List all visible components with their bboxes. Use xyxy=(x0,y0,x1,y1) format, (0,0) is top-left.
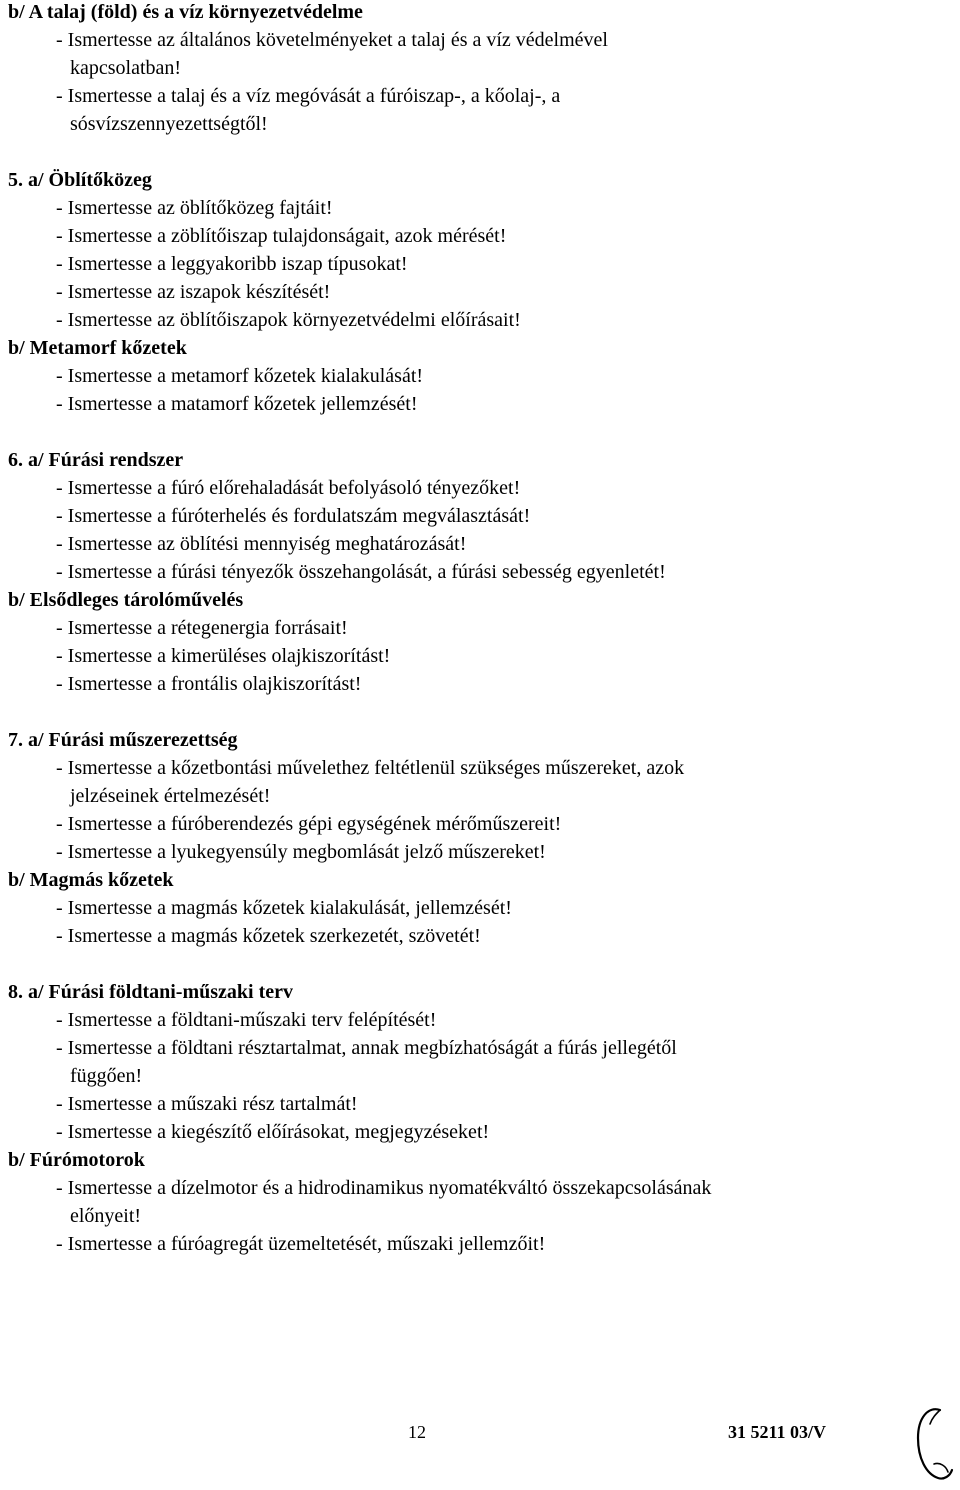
section-heading: b/ Elsődleges tárolóművelés xyxy=(8,589,244,611)
requirement-item: - Ismertesse a leggyakoribb iszap típusokat! xyxy=(56,253,408,275)
requirement-item: - Ismertesse az öblítési mennyiség meghatározását! xyxy=(56,533,467,555)
page-number: 12 xyxy=(408,1422,426,1442)
section-heading: b/ A talaj (föld) és a víz környezetvédelme xyxy=(8,1,363,23)
requirement-item: - Ismertesse a metamorf kőzetek kialakulását! xyxy=(56,365,424,387)
requirement-item: - Ismertesse a frontális olajkiszorítást! xyxy=(56,673,362,695)
requirement-item: - Ismertesse a matamorf kőzetek jellemzését! xyxy=(56,393,418,415)
requirement-continuation: kapcsolatban! xyxy=(70,57,182,79)
section-heading: 7. a/ Fúrási műszerezettség xyxy=(8,729,238,751)
requirement-item: - Ismertesse a magmás kőzetek szerkezetét, szövetét! xyxy=(56,925,481,947)
requirement-item: - Ismertesse a fúró előrehaladását befolyásoló tényezőket! xyxy=(56,477,521,499)
requirement-item: - Ismertesse a zöblítőiszap tulajdonságait, azok mérését! xyxy=(56,225,507,247)
section-heading: 6. a/ Fúrási rendszer xyxy=(8,449,184,471)
requirement-item: - Ismertesse a fúrási tényezők összehangolását, a fúrási sebesség egyenletét! xyxy=(56,561,666,583)
requirement-item: - Ismertesse a fúróagregát üzemeltetését, műszaki jellemzőit! xyxy=(56,1233,546,1255)
requirement-item: - Ismertesse a magmás kőzetek kialakulását, jellemzését! xyxy=(56,897,512,919)
requirement-item: - Ismertesse a talaj és a víz megóvását a fúróiszap-, a kőolaj-, a xyxy=(56,85,561,107)
requirement-item: - Ismertesse a fúróberendezés gépi egységének mérőműszereit! xyxy=(56,813,562,835)
requirement-continuation: előnyeit! xyxy=(70,1205,142,1227)
requirement-item: - Ismertesse a fúróterhelés és fordulatszám megválasztását! xyxy=(56,505,531,527)
requirement-item: - Ismertesse a földtani-műszaki terv felépítését! xyxy=(56,1009,437,1031)
requirement-item: - Ismertesse a kőzetbontási művelethez feltétlenül szükséges műszereket, azok xyxy=(56,757,685,779)
requirement-item: - Ismertesse a földtani résztartalmat, annak megbízhatóságát a fúrás jellegétől xyxy=(56,1037,677,1059)
requirement-item: - Ismertesse a kiegészítő előírásokat, megjegyzéseket! xyxy=(56,1121,490,1143)
section-heading: b/ Metamorf kőzetek xyxy=(8,337,187,359)
requirement-item: - Ismertesse az öblítőközeg fajtáit! xyxy=(56,197,333,219)
section-heading: 5. a/ Öblítőközeg xyxy=(8,169,152,191)
requirement-item: - Ismertesse a dízelmotor és a hidrodinamikus nyomatékváltó összekapcsolásának xyxy=(56,1177,712,1199)
section-heading: b/ Fúrómotorok xyxy=(8,1149,145,1171)
requirement-continuation: jelzéseinek értelmezését! xyxy=(70,785,271,807)
requirement-item: - Ismertesse a kimerüléses olajkiszorítást! xyxy=(56,645,391,667)
requirement-item: - Ismertesse az iszapok készítését! xyxy=(56,281,331,303)
section-heading: b/ Magmás kőzetek xyxy=(8,869,174,891)
section-heading: 8. a/ Fúrási földtani-műszaki terv xyxy=(8,981,293,1003)
requirement-continuation: sósvízszennyezettségtől! xyxy=(70,113,268,135)
handwritten-signature xyxy=(910,1404,956,1484)
requirement-continuation: függően! xyxy=(70,1065,143,1087)
requirement-item: - Ismertesse a rétegenergia forrásait! xyxy=(56,617,348,639)
requirement-item: - Ismertesse a lyukegyensúly megbomlását jelző műszereket! xyxy=(56,841,546,863)
requirement-item: - Ismertesse az általános követelményeket a talaj és a víz védelmével xyxy=(56,29,608,51)
requirement-item: - Ismertesse a műszaki rész tartalmát! xyxy=(56,1093,358,1115)
requirement-item: - Ismertesse az öblítőiszapok környezetvédelmi előírásait! xyxy=(56,309,521,331)
document-code: 31 5211 03/V xyxy=(728,1422,827,1442)
